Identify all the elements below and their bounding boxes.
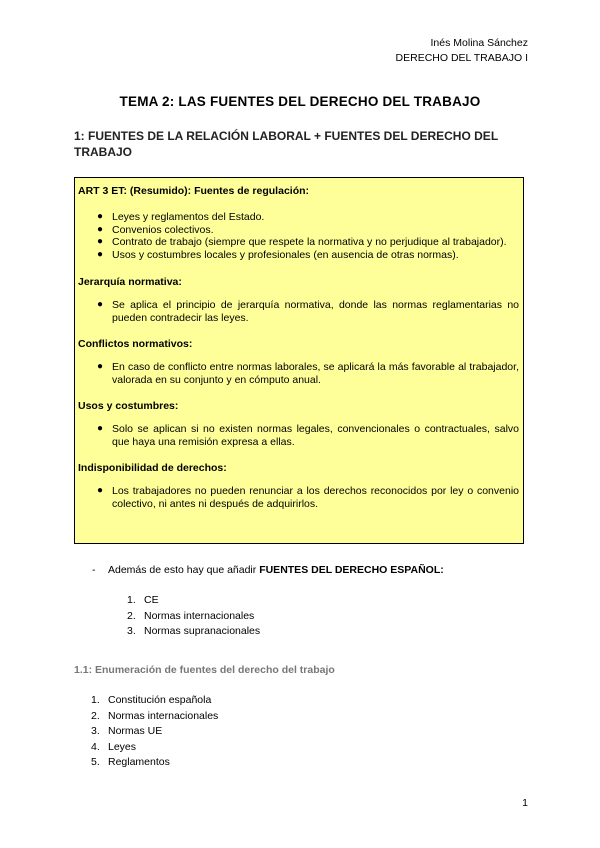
bullet-item: ● Leyes y reglamentos del Estado. [97, 211, 265, 223]
list-item: 2. Normas internacionales [91, 709, 219, 722]
bullet-item: ● Contrato de trabajo (siempre que respete la normativa y no perjudique al trabajador). [97, 236, 507, 248]
section-heading: 1: FUENTES DE LA RELACIÓN LABORAL + FUENTES DEL DERECHO DEL TRABAJO [74, 129, 498, 159]
spanish-sources-list [127, 593, 261, 640]
box-section-indisponibilidad [78, 461, 519, 510]
highlight-box [74, 177, 524, 544]
bullet-icon: ● [97, 485, 104, 496]
box-section-heading: ART 3 ET: (Resumido): Fuentes de regulación: [78, 185, 310, 197]
list-item: 1. CE [127, 594, 159, 606]
box-section-fuentes [78, 184, 519, 261]
bullet-icon: ● [97, 236, 104, 247]
box-bullet-list [78, 361, 519, 386]
document-title: TEMA 2: LAS FUENTES DEL DERECHO DEL TRABAJO [119, 94, 481, 109]
header-subject: DERECHO DEL TRABAJO I [395, 52, 528, 64]
header-author: Inés Molina Sánchez [430, 37, 528, 49]
subsection-heading: 1.1: Enumeración de fuentes del derecho del trabajo [74, 664, 335, 676]
bullet-icon: ● [97, 248, 104, 260]
list-item: 3. Normas UE [91, 725, 163, 737]
list-item: 2. Normas internacionales [127, 609, 255, 622]
bullet-item: ● Usos y costumbres locales y profesionales (en ausencia de otras normas). [97, 248, 459, 261]
list-item: 5. Reglamentos [91, 756, 170, 768]
bullet-item: ● Se aplica el principio de jerarquía normativa, donde las normas reglamentarias no pueden contradecir las leyes. [97, 299, 519, 324]
bullet-icon: ● [97, 223, 104, 235]
bullet-item: ● Solo se aplican si no existen normas legales, convencionales o contractuales, salvo que haya una remisión expresa a ellas. [97, 423, 519, 448]
box-bullet-list [78, 485, 519, 510]
dash-item-bold-text: FUENTES DEL DERECHO ESPAÑOL: [259, 564, 444, 576]
box-section-conflictos [78, 337, 519, 386]
bullet-item: ● Los trabajadores no pueden renunciar a los derechos reconocidos por ley o convenio colectivo, ni antes ni después de adquirirlos. [97, 485, 519, 510]
box-section-usos [78, 399, 519, 448]
box-section-heading: Indisponibilidad de derechos: [78, 462, 227, 474]
box-bullet-list [78, 423, 519, 448]
bullet-icon: ● [97, 361, 104, 372]
list-item: 4. Leyes [91, 740, 137, 753]
bullet-item: ● En caso de conflicto entre normas laborales, se aplicará la más favorable al trabajador, valorada en su conjunto y en cómputo anual. [97, 361, 519, 386]
bullet-icon: ● [97, 211, 104, 222]
box-section-heading: Usos y costumbres: [78, 400, 179, 412]
dash-item-text: Además de esto hay que añadir [108, 564, 260, 576]
page-number: 1 [522, 797, 528, 809]
list-item: 1. Constitución española [91, 694, 212, 706]
dash-marker: - [92, 564, 96, 576]
list-item: 3. Normas supranacionales [127, 625, 261, 637]
box-section-heading: Jerarquía normativa: [78, 276, 182, 288]
labor-sources-list [91, 693, 219, 771]
page-header [396, 36, 528, 66]
box-section-jerarquia [78, 275, 519, 324]
bullet-item: ● Convenios colectivos. [97, 223, 214, 236]
bullet-icon: ● [97, 299, 104, 310]
box-section-heading: Conflictos normativos: [78, 338, 193, 350]
box-bullet-list [78, 211, 519, 261]
bullet-icon: ● [97, 423, 104, 434]
box-bullet-list [78, 299, 519, 324]
